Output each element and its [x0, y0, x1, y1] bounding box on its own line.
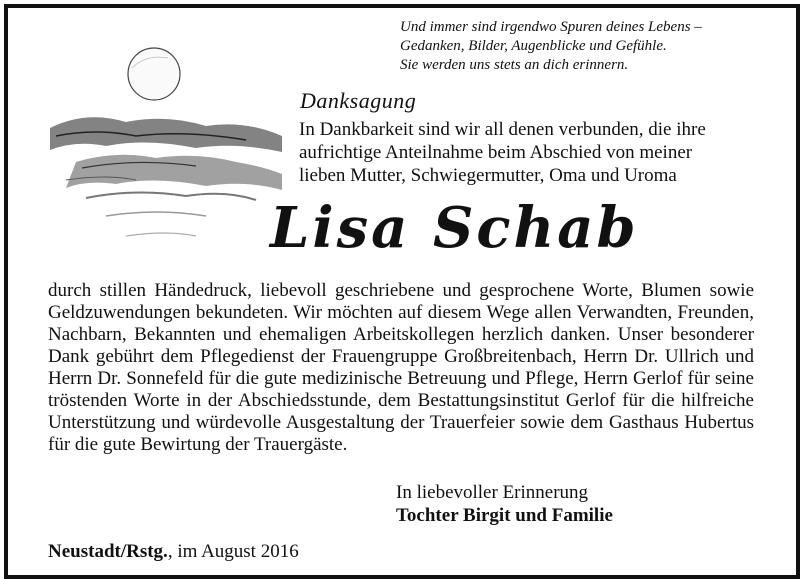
closing-signature	[396, 481, 613, 527]
place-and-date	[48, 540, 299, 563]
heading-danksagung: Danksagung	[300, 88, 417, 113]
intro-line: In Dankbarkeit sind wir all denen verbunden, die ihre	[299, 119, 706, 140]
thanks-paragraph: durch stillen Händedruck, liebevoll geschriebene und gesprochene Worte, Blumen sowie Geldzuwendungen bekundeten. Wir möchten auf diesem Wege allen Verwandten, Freunden, Nachbarn, Bekannten und ehemaligen Arbeitskollegen herzlich danken. Unser besonderer Dank gebührt dem Pflegedienst der Frauengruppe Großbreitenbach, Herrn Dr. Ullrich und Herrn Dr. Sonnefeld für die gute medizinische Betreuung und Pflege, Herrn Gerlof für seine tröstenden Worte in der Abschiedsstunde, dem Bestattungsinstitut Gerlof für die hilfreiche Unterstützung und würdevolle Ausgestaltung der Trauerfeier sowie dem Gasthaus Hubertus für die gute Bewirtung der Trauergäste.	[48, 280, 754, 455]
moon-landscape-illustration	[46, 40, 286, 260]
intro-line: aufrichtige Anteilnahme beim Abschied von meiner	[299, 142, 693, 163]
deceased-name: Lisa Schab	[270, 195, 639, 261]
place-name: Neustadt/Rstg.	[48, 541, 168, 562]
closing-line: In liebevoller Erinnerung	[396, 482, 589, 503]
intro-paragraph	[299, 118, 779, 187]
poem-line: Sie werden uns stets an dich erinnern.	[400, 57, 629, 73]
date-text: , im August 2016	[167, 541, 299, 562]
poem-line: Gedanken, Bilder, Augenblicke und Gefühle.	[400, 38, 667, 54]
memorial-poem	[400, 18, 780, 75]
poem-line: Und immer sind irgendwo Spuren deines Lebens –	[400, 19, 702, 35]
intro-line: lieben Mutter, Schwiegermutter, Oma und Uroma	[299, 165, 677, 186]
signatories: Tochter Birgit und Familie	[396, 505, 613, 526]
